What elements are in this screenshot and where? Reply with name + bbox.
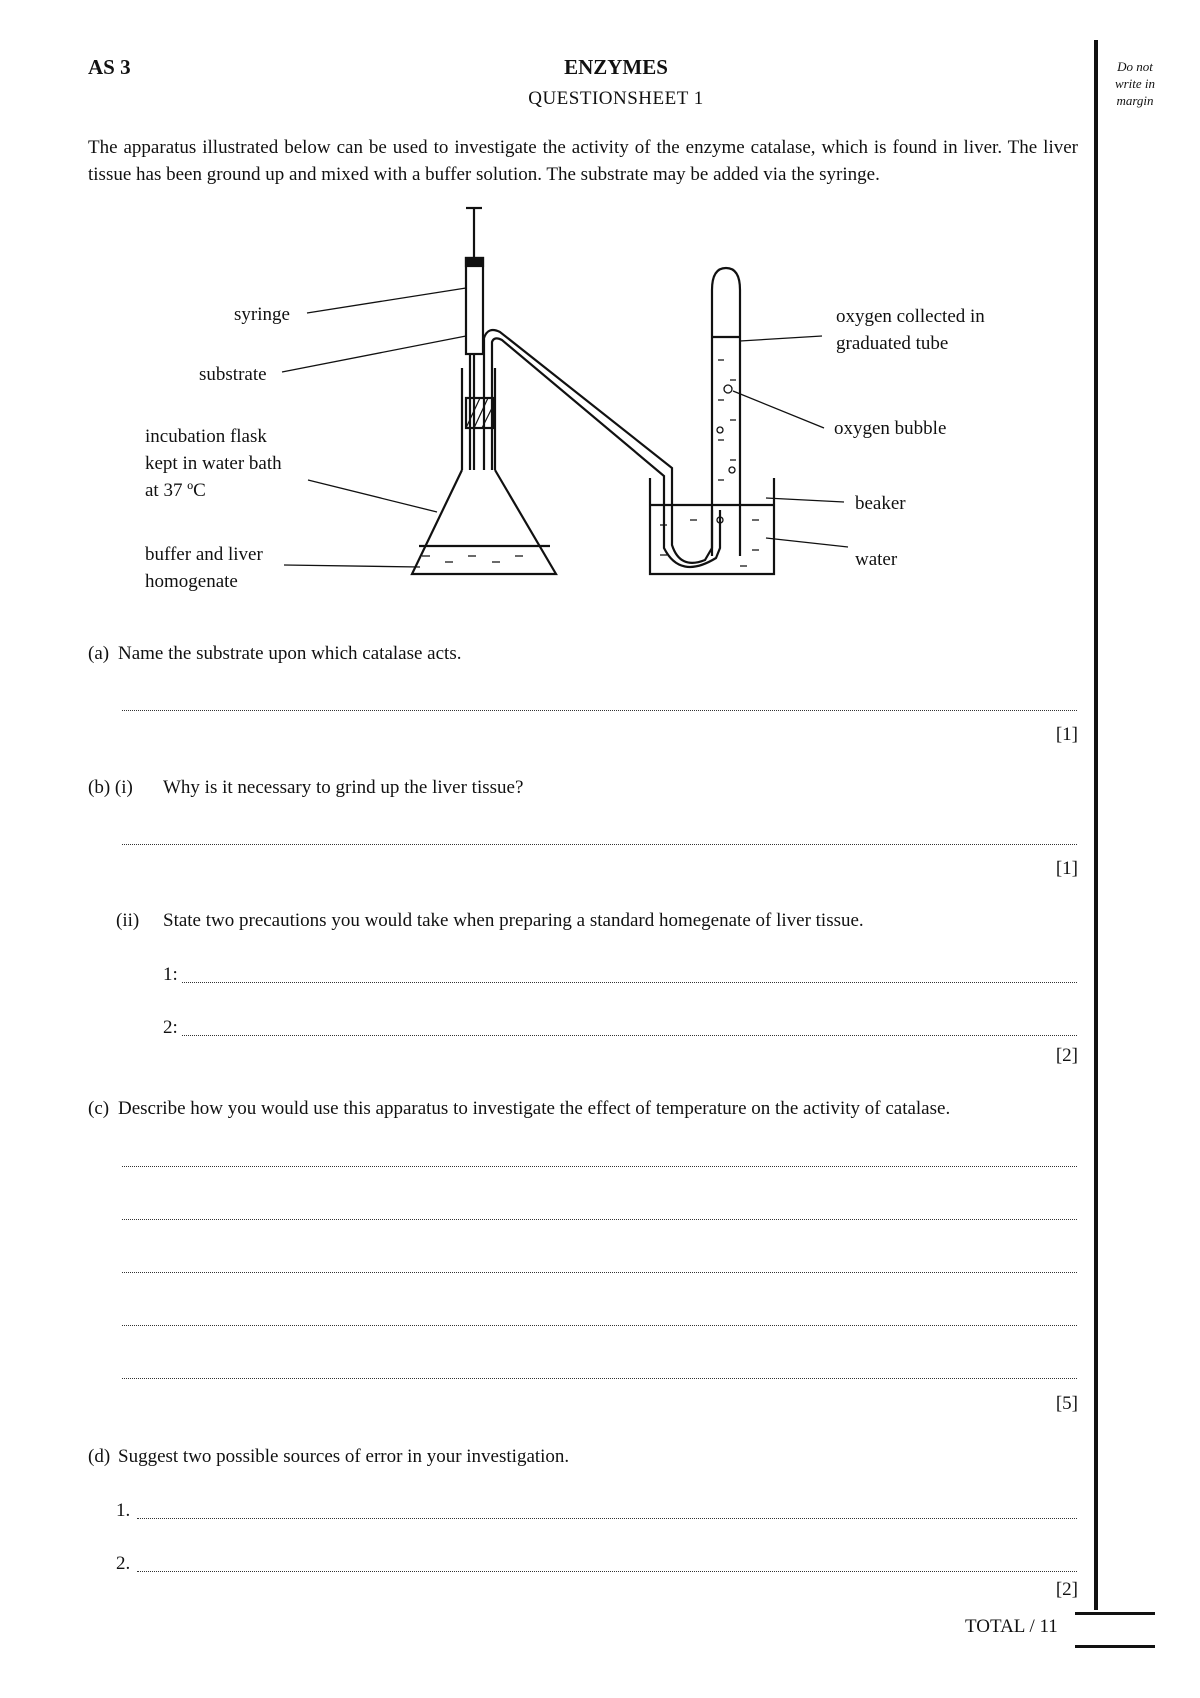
intro-paragraph: The apparatus illustrated below can be used to investigate the activity of the enzyme catalase, which is found in liver. The liver tissue has been ground up and mixed with a buffer solution. The substrate may be added via the syringe. [88,137,1078,185]
answer-line[interactable] [122,1378,1077,1379]
answer-line[interactable] [137,1518,1077,1519]
leader-bubble [733,391,824,428]
answer-line[interactable] [122,844,1077,845]
question-a-text: Name the substrate upon which catalase acts. [118,643,462,664]
page-title: ENZYMES [564,55,668,79]
answer-label: 1: [163,964,178,985]
label-homogenate: homogenate [145,571,238,592]
label-syringe: syringe [234,304,290,325]
answer-line[interactable] [122,1325,1077,1326]
syringe-barrel [466,258,483,354]
leader-beaker [766,498,844,502]
label-flask: incubation flask [145,426,267,447]
delivery-tube-inner [492,338,720,567]
oxygen-bubble [729,467,735,473]
label-flask: kept in water bath [145,453,282,474]
label-oxygen: oxygen collected in [836,306,985,327]
question-d-number: (d) [88,1446,111,1467]
total-box-bottom [1075,1645,1155,1648]
leader-oxygen [740,336,822,341]
leader-flask [308,480,437,512]
answer-line[interactable] [122,710,1077,711]
leader-water [766,538,848,547]
question-b-i-number: (b) (i) [88,777,133,798]
question-b-ii-number: (ii) [116,910,140,931]
question-c-number: (c) [88,1098,110,1119]
answer-label: 2: [163,1017,178,1038]
label-homogenate: buffer and liver [145,544,263,565]
syringe-piston [466,258,483,266]
total-marks: TOTAL / 11 [965,1616,1058,1637]
total-box-top [1075,1612,1155,1615]
oxygen-bubble [717,427,723,433]
label-substrate: substrate [199,364,267,385]
answer-line[interactable] [137,1571,1077,1572]
graduated-tube [712,268,740,556]
mark-b-ii: [2] [1055,1045,1078,1066]
question-b-i-text: Why is it necessary to grind up the liver tissue? [163,777,524,798]
questionsheet-number: QUESTIONSHEET 1 [528,88,704,109]
margin-note-line: Do not [1117,59,1153,74]
sheet-code: AS 3 [88,55,131,79]
apparatus-diagram [0,0,1200,600]
incubation-flask [412,470,556,574]
answer-line[interactable] [122,1166,1077,1167]
label-water: water [855,549,898,570]
answer-line[interactable] [122,1272,1077,1273]
margin-note-line: margin [1116,93,1154,108]
leader-syringe [307,288,466,313]
question-a-number: (a) [88,643,110,664]
answer-label: 2. [116,1553,131,1574]
mark-a: [1] [1055,724,1078,745]
question-d-text: Suggest two possible sources of error in your investigation. [118,1446,570,1467]
answer-line[interactable] [182,1035,1077,1036]
margin-note-line: write in [1114,76,1156,91]
mark-d: [2] [1055,1579,1078,1600]
answer-label: 1. [116,1500,131,1521]
label-flask: at 37 ºC [145,480,206,501]
leader-substrate [282,336,466,372]
answer-line[interactable] [122,1219,1077,1220]
mark-c: [5] [1055,1393,1078,1414]
answer-line[interactable] [182,982,1077,983]
label-oxygen: graduated tube [836,333,949,354]
oxygen-bubble [724,385,732,393]
question-c-text: Describe how you would use this apparatus to investigate the effect of temperature on the activity of catalase. [118,1098,951,1119]
mark-b-i: [1] [1055,858,1078,879]
question-b-ii-text: State two precautions you would take when preparing a standard homegenate of liver tissue. [163,910,864,931]
leader-homogenate [284,565,420,567]
delivery-tube-outer [484,330,712,563]
label-bubble: oxygen bubble [834,418,947,439]
label-beaker: beaker [855,493,906,514]
